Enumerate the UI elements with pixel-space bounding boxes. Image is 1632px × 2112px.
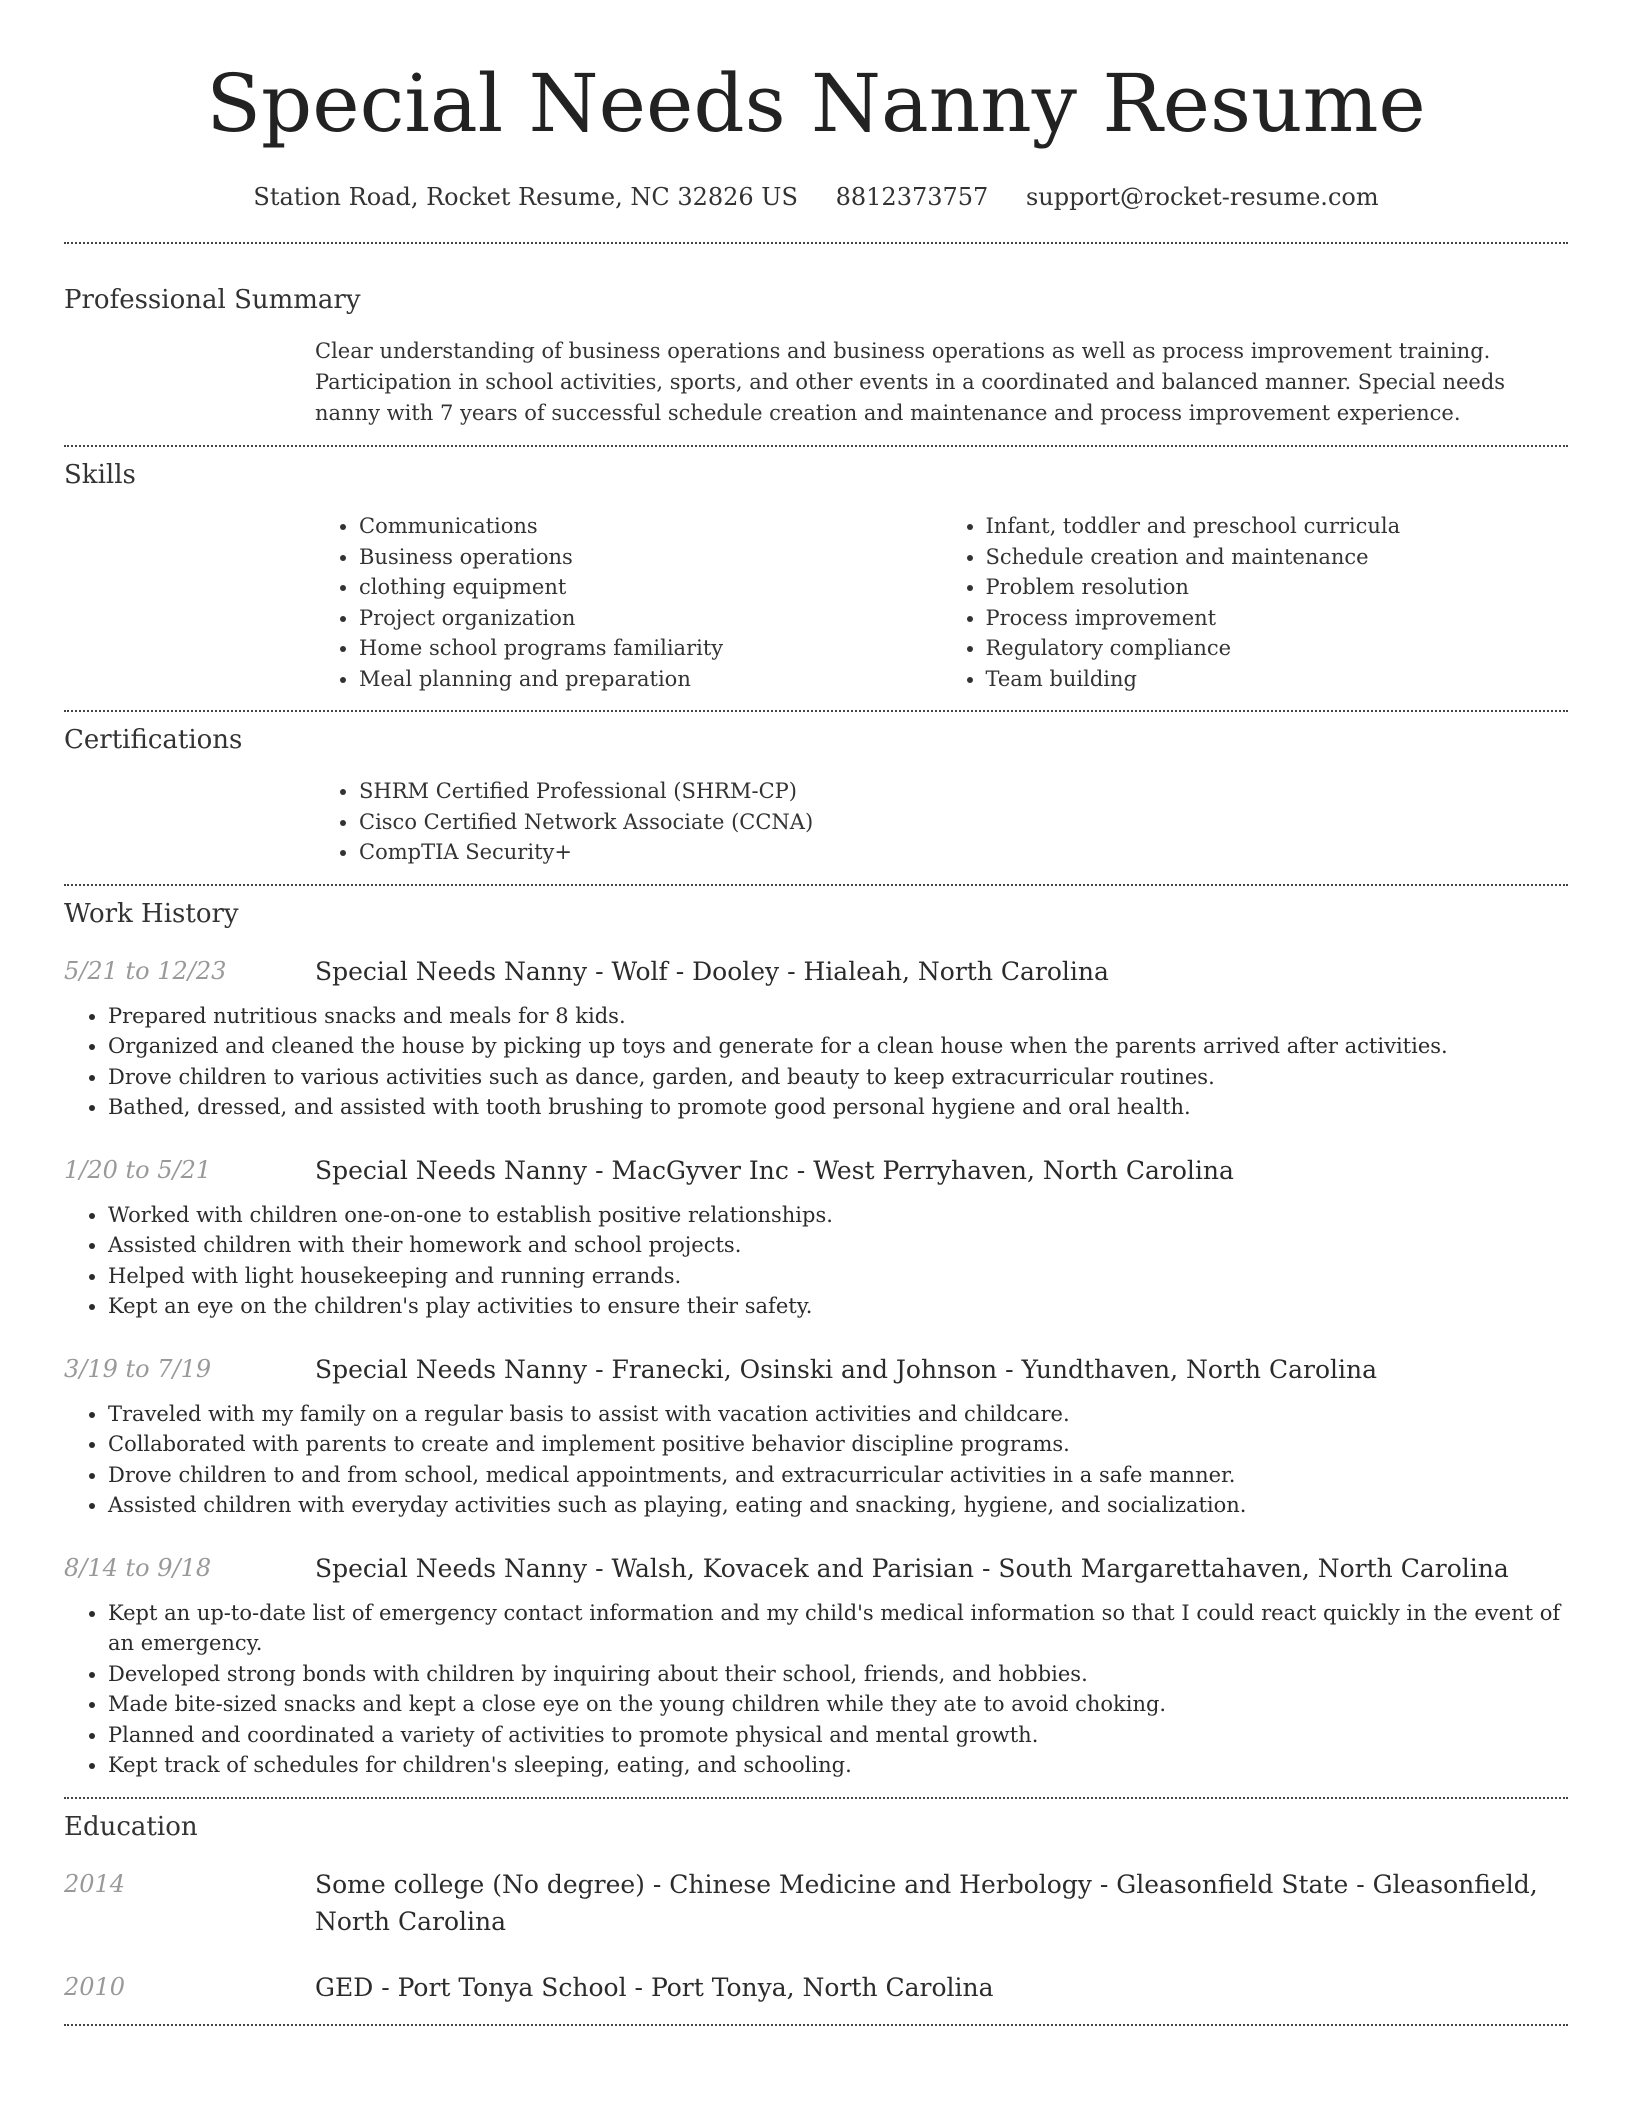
job-bullets [64,1001,1568,1123]
section-heading-certifications: Certifications [64,725,243,755]
list-item: • clothing equipment [359,572,942,603]
list-item: • Bathed, dressed, and assisted with tooth brushing to promote good personal hygiene and oral health. [108,1092,1568,1123]
list-item: • Project organization [359,603,942,634]
list-item: • Infant, toddler and preschool curricula [986,511,1569,542]
contact-email: support@rocket-resume.com [1025,183,1379,211]
education-text: GED - Port Tonya School - Port Tonya, North Carolina [315,1972,994,2002]
summary-section [64,244,1568,429]
job-entry [64,1351,1568,1521]
job-title: Special Needs Nanny - Wolf - Dooley - Hialeah, North Carolina [315,956,1109,986]
certifications-section [64,712,1568,868]
job-bullets [64,1399,1568,1521]
resume-title: Special Needs Nanny Resume [206,57,1426,150]
list-item: • Kept track of schedules for children's sleeping, eating, and schooling. [108,1750,1568,1781]
list-item: • Organized and cleaned the house by picking up toys and generate for a clean house when the parents arrived after activities. [108,1031,1568,1062]
list-item: • Planned and coordinated a variety of activities to promote physical and mental growth. [108,1720,1568,1751]
list-item: • Prepared nutritious snacks and meals for 8 kids. [108,1001,1568,1032]
job-title: Special Needs Nanny - Franecki, Osinski and Johnson - Yundthaven, North Carolina [315,1354,1377,1384]
contact-address: Station Road, Rocket Resume, NC 32826 US [253,183,798,211]
list-item: • Worked with children one-on-one to establish positive relationships. [108,1200,1568,1231]
section-heading-skills: Skills [64,460,136,490]
list-item: • Process improvement [986,603,1569,634]
job-bullets [64,1200,1568,1322]
list-item: • Problem resolution [986,572,1569,603]
list-item: • Collaborated with parents to create and implement positive behavior discipline programs. [108,1429,1568,1460]
job-dates: 5/21 to 12/23 [64,956,227,985]
divider [64,2024,1568,2026]
list-item: • Regulatory compliance [986,633,1569,664]
list-item: • Traveled with my family on a regular basis to assist with vacation activities and childcare. [108,1399,1568,1430]
contact-phone: 8812373757 [835,183,989,211]
job-entry [64,953,1568,1123]
list-item: • Communications [359,511,942,542]
list-item: • Home school programs familiarity [359,633,942,664]
list-item: • Team building [986,664,1569,695]
job-header [64,953,1568,990]
list-item: • Developed strong bonds with children by inquiring about their school, friends, and hobbies. [108,1659,1568,1690]
list-item: • Schedule creation and maintenance [986,542,1569,573]
list-item: • Drove children to and from school, medical appointments, and extracurricular activities in a safe manner. [108,1460,1568,1491]
job-title: Special Needs Nanny - MacGyver Inc - West Perryhaven, North Carolina [315,1155,1234,1185]
list-item: • Assisted children with everyday activities such as playing, eating and snacking, hygiene, and socialization. [108,1490,1568,1521]
education-section [64,1799,1568,2006]
skills-section [64,447,1568,694]
job-header [64,1351,1568,1388]
resume-page [64,0,1568,2026]
education-text: Some college (No degree) - Chinese Medicine and Herbology - Gleasonfield State - Gleasonfield, North Carolina [315,1869,1538,1936]
job-entry [64,1152,1568,1322]
list-item: • Business operations [359,542,942,573]
contact-line [64,180,1568,214]
list-item: • Assisted children with their homework and school projects. [108,1230,1568,1261]
summary-text: Clear understanding of business operations and business operations as well as process improvement training. Participation in school activities, sports, and other events in a coordinated and balanced manner. Special needs nanny with 7 years of successful schedule creation and maintenance and process improvement experience. [315,339,1506,425]
job-dates: 8/14 to 9/18 [64,1553,212,1582]
list-item: • Kept an eye on the children's play activities to ensure their safety. [108,1291,1568,1322]
education-entry [64,1866,1568,1940]
work-section [64,886,1568,1781]
education-entry [64,1969,1568,2006]
education-year: 2010 [64,1972,126,2001]
list-item: • SHRM Certified Professional (SHRM-CP) [359,776,1568,807]
list-item: • Kept an up-to-date list of emergency contact information and my child's medical information so that I could react quickly in the event of an emergency. [108,1598,1568,1659]
education-year: 2014 [64,1869,126,1898]
list-item: • Helped with light housekeeping and running errands. [108,1261,1568,1292]
job-entry [64,1550,1568,1781]
section-heading-education: Education [64,1811,198,1842]
job-dates: 1/20 to 5/21 [64,1155,212,1184]
list-item: • Drove children to various activities such as dance, garden, and beauty to keep extracurricular routines. [108,1062,1568,1093]
skills-list-right [942,511,1569,694]
section-heading-work: Work History [64,898,239,929]
job-dates: 3/19 to 7/19 [64,1354,212,1383]
section-heading-summary: Professional Summary [64,285,361,315]
list-item: • Meal planning and preparation [359,664,942,695]
job-bullets [64,1598,1568,1781]
certifications-body [315,776,1568,868]
job-header [64,1152,1568,1189]
skills-grid [315,511,1568,694]
job-title: Special Needs Nanny - Walsh, Kovacek and Parisian - South Margarettahaven, North Carolina [315,1553,1509,1583]
skills-list-left [315,511,942,694]
list-item: • Made bite-sized snacks and kept a close eye on the young children while they ate to avoid choking. [108,1689,1568,1720]
list-item: • CompTIA Security+ [359,837,1568,868]
job-header [64,1550,1568,1587]
certifications-list [315,776,1568,868]
list-item: • Cisco Certified Network Associate (CCNA) [359,807,1568,838]
